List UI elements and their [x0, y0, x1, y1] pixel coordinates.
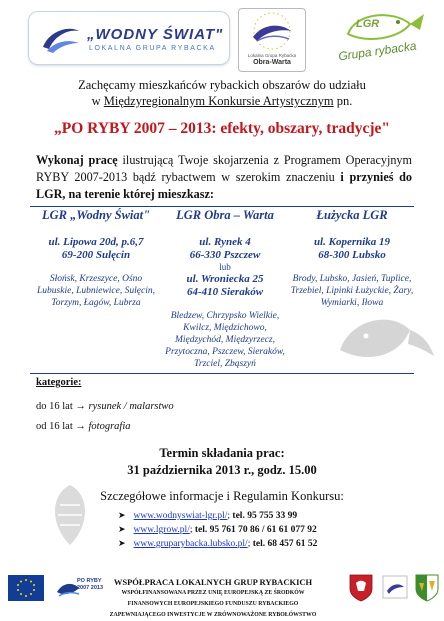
categories-label: kategorie:	[36, 377, 82, 388]
column-towns: Brody, Lubsko, Jasień, Tuplice, Trzebiel, Lipinki Łużyckie, Żary, Wymiarki, Iłowa	[290, 274, 414, 308]
instruction-bold-2: przynieś do LGR, na terenie której mieszkasz:	[36, 170, 412, 201]
contact-row: ➤ www.lgrow.pl/; tel. 95 761 70 86 / 61 61 077 92	[118, 524, 317, 535]
address-city: 66-330 Pszczew	[189, 249, 261, 261]
column-towns: Bledzew, Chrzypsko Wielkie, Kwilcz, Międzichowo, Międzychód, Międzyrzecz, Przytoczna, Pszczew, Sieraków, Trzciel, Zbąszyń	[165, 311, 285, 369]
wielkopolska-coat-of-arms-icon	[348, 573, 374, 603]
column-address	[290, 236, 414, 262]
category-kind: rysunek / malarstwo	[88, 401, 174, 412]
column-address	[32, 236, 160, 262]
instruction-paragraph	[36, 152, 412, 203]
wodny-swiat-logo-title: „WODNY ŚWIAT"	[87, 26, 224, 43]
luzycka-lgr-logo	[320, 8, 430, 70]
divider-bottom	[30, 373, 414, 374]
website-link[interactable]: www.gruparybacka.lubsko.pl/	[133, 539, 248, 549]
fish-skeleton-watermark-icon	[40, 475, 100, 555]
arrow-right-icon: →	[75, 421, 86, 432]
instruction-text: ilustrującą Twoje skojarzenia z Programem Operacyjnym RYBY 2007-2013 bądź rybactwem w szerokim znaczeniu	[36, 153, 412, 184]
category-age: od 16 lat	[36, 421, 73, 432]
address-city: 69-200 Sulęcin	[61, 249, 131, 261]
column-towns: Słońsk, Krzeszyce, Ośno Lubuskie, Lubniewice, Sulęcin, Torzym, Łagów, Lubrza	[37, 274, 155, 308]
arrow-bullet-icon: ➤	[118, 510, 126, 520]
column-obra-warta	[160, 208, 290, 370]
fish-swirl-icon	[39, 21, 83, 55]
category-kind: fotografia	[88, 421, 131, 432]
contact-row: ➤ www.wodnyswiat-lgr.pl/; tel. 95 755 33 99	[118, 510, 298, 521]
contest-title: „PO RYBY 2007 – 2013: efekty, obszary, tradycje"	[54, 120, 390, 137]
column-address	[160, 236, 290, 299]
obra-warta-logo-caption: Lokalna Grupa Rybacka	[247, 53, 297, 58]
info-heading: Szczegółowe informacje i Regulamin Konkursu:	[100, 489, 344, 503]
footer-text	[88, 577, 338, 621]
ryby-years: 2007 2013	[77, 585, 103, 591]
address-street-2: ul. Wroniecka 25	[186, 273, 264, 285]
luzycka-lgr-logo-text: Grupa rybacka	[337, 38, 418, 64]
fish-watermark-icon	[330, 300, 440, 380]
column-header: Łużycka LGR	[316, 208, 388, 222]
wodny-swiat-logo-subtitle: LOKALNA GRUPA RYBACKA	[89, 45, 216, 52]
intro-line-1: Zachęcamy mieszkańców rybackich obszarów do udziału	[78, 78, 366, 92]
column-header: LGR „Wodny Świat"	[41, 208, 151, 222]
obra-warta-logo	[238, 8, 306, 72]
intro-prefix: w	[91, 94, 104, 108]
category-age: do 16 lat	[36, 401, 73, 412]
intro-line-2	[0, 94, 444, 109]
phone-number: tel. 95 761 70 86 / 61 61 077 92	[194, 525, 317, 535]
footer-line-3: ZAPEWNIAJĄCEGO INWESTYCJE W ZRÓWNOWAŻONE RYBOŁÓWSTWO	[109, 612, 317, 618]
divider-top	[30, 206, 414, 207]
address-city-2: 64-410 Sieraków	[186, 286, 264, 298]
footer-heading: WSPÓŁPRACA LOKALNYCH GRUP RYBACKICH	[113, 577, 313, 587]
luzycka-lgr-logo-abbr: LGR	[356, 18, 380, 30]
phone-number: tel. 95 755 33 99	[232, 511, 298, 521]
lubuskie-coat-of-arms-icon	[414, 573, 440, 603]
phone-number: tel. 68 457 61 52	[252, 539, 318, 549]
ryby-label: PO RYBY	[77, 578, 102, 584]
address-city: 68-300 Lubsko	[318, 249, 386, 261]
website-link[interactable]: www.wodnyswiat-lgr.pl/	[133, 511, 228, 521]
instruction-connector: i	[340, 170, 344, 184]
arrow-bullet-icon: ➤	[118, 538, 126, 548]
address-street: ul. Lipowa 20d, p.6,7	[48, 236, 144, 248]
category-item	[36, 421, 131, 432]
address-street: ul. Rynek 4	[199, 236, 251, 248]
category-item	[36, 401, 174, 412]
wodny-swiat-logo	[28, 11, 230, 65]
instruction-bold-1: Wykonaj pracę	[36, 153, 118, 167]
deadline-label: Termin składania prac:	[159, 446, 285, 460]
contest-name: Międzyregionalnym Konkursie Artystycznym	[103, 94, 334, 108]
eu-flag-logo	[8, 575, 44, 601]
address-connector: lub	[219, 262, 231, 272]
intro-suffix: pn.	[333, 94, 353, 108]
contact-row: ➤ www.gruparybacka.lubsko.pl/; tel. 68 457 61 52	[118, 538, 318, 549]
column-header: LGR Obra – Warta	[176, 208, 274, 222]
column-luzycka	[290, 208, 414, 309]
obra-warta-small-logo-icon	[382, 573, 408, 603]
column-wodny-swiat	[32, 208, 160, 309]
obra-warta-logo-name: Obra-Warta	[253, 59, 291, 66]
website-link[interactable]: www.lgrow.pl/	[133, 525, 190, 535]
obra-warta-emblem-icon	[239, 9, 305, 53]
arrow-right-icon: →	[75, 401, 86, 412]
footer-line-2: FINANSOWYCH EUROPEJSKIEGO FUNDUSZU RYBACKIEGO	[127, 601, 299, 607]
address-street: ul. Kopernika 19	[313, 236, 391, 248]
deadline-date: 31 października 2013 r., godz. 15.00	[127, 463, 317, 477]
eu-stars-icon	[8, 575, 44, 601]
arrow-bullet-icon: ➤	[118, 524, 126, 534]
footer-line-1: WSPÓŁFINANSOWANA PRZEZ UNIĘ EUROPEJSKĄ ZE ŚRODKÓW	[121, 590, 305, 596]
